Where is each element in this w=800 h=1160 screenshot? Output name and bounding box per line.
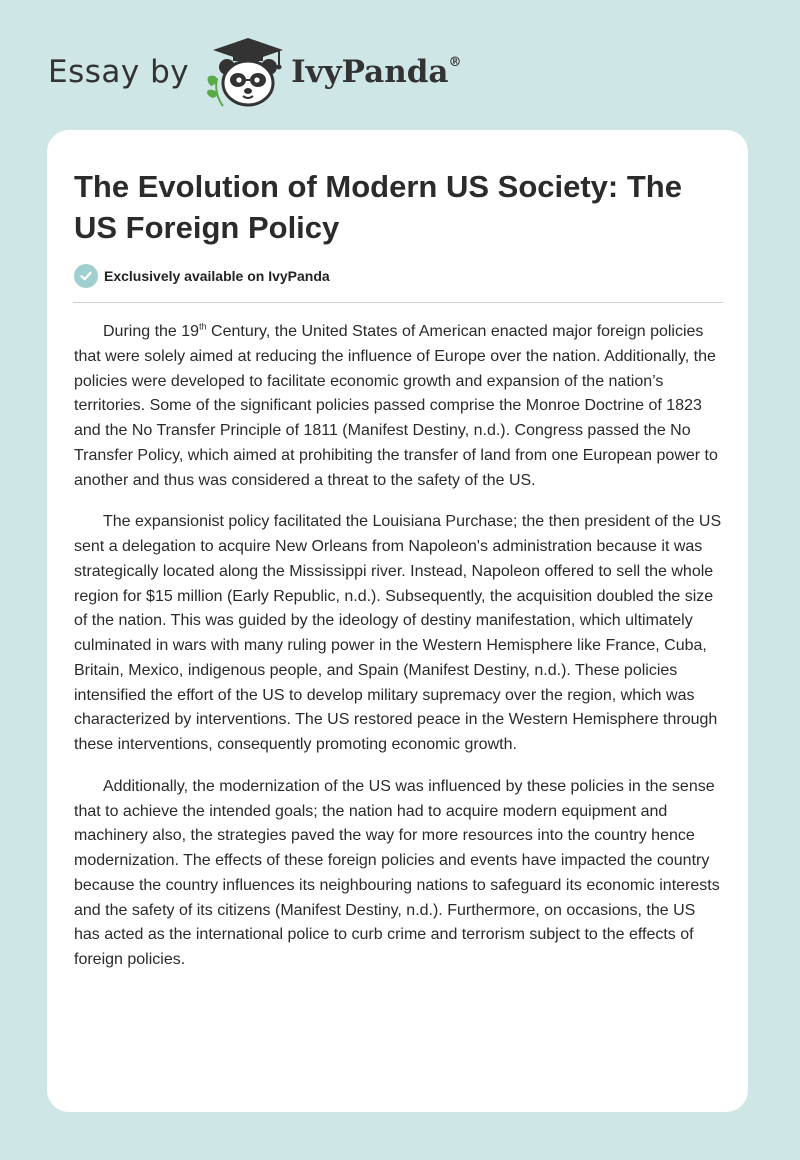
essay-title: The Evolution of Modern US Society: The US Foreign Policy xyxy=(74,169,682,245)
paragraph-1 xyxy=(74,320,724,493)
divider xyxy=(73,302,723,303)
brand-name-text: IvyPanda xyxy=(291,53,449,90)
paragraph-3: Additionally, the modernization of the US was influenced by these policies in the sense that to achieve the intended goals; the nation had to acquire modern equipment and machinery also, the strategies paved the way for more resources into the country hence modernization. The effects of these foreign policies and events have impacted the country because the country influences its neighbouring nations to safeguard its economic interests and the safety of its citizens (Manifest Destiny, n.d.). Furthermore, on occasions, the US has acted as the international police to curb crime and terrorism subject to the effects of foreign policies. xyxy=(74,777,720,968)
brand-name xyxy=(291,53,462,90)
paragraph-1-rest: Century, the United States of American enacted major foreign policies that were solely aimed at reducing the influence of Europe over the nation. Additionally, the policies were developed to facilitate economic growth and expansion of the nation’s territories. Some of the significant policies passed comprise the Monroe Doctrine of 1823 and the No Transfer Principle of 1811 (Manifest Destiny, n.d.). Congress passed the No Transfer Policy, which aimed at prohibiting the transfer of land from one European power to another and thus was considered a threat to the safety of the US. xyxy=(74,323,718,489)
paragraph-2: The expansionist policy facilitated the Louisiana Purchase; the then president of the US sent a delegation to acquire New Orleans from Napoleon's administration because it was strategically located along the Mississippi river. Instead, Napoleon offered to sell the whole region for $15 million (Early Republic, n.d.). Subsequently, the acquisition doubled the size of the nation. This was guided by the ideology of destiny manifestation, which ultimately culminated in wars with many ruling power in the Western Hemisphere like France, Cuba, Britain, Mexico, indigenous people, and Spain (Manifest Destiny, n.d.). These policies intensified the effort of the US to develop military supremacy over the region, which was characterized by interventions. The US restored peace in the Western Hemisphere through these interventions, consequently promoting economic growth. xyxy=(74,513,722,753)
brand-header[interactable] xyxy=(48,36,462,108)
brand-prefix: Essay by xyxy=(48,53,190,90)
check-circle-icon xyxy=(74,264,98,288)
ordinal-suffix: th xyxy=(199,321,207,332)
exclusive-label: Exclusively available on IvyPanda xyxy=(104,268,330,284)
panda-logo-icon xyxy=(203,36,293,108)
registered-mark: ® xyxy=(448,55,462,71)
paragraph-1-start: During the 19 xyxy=(103,323,200,340)
essay-card xyxy=(47,130,748,1112)
exclusive-badge xyxy=(74,264,330,288)
essay-body xyxy=(74,320,724,990)
